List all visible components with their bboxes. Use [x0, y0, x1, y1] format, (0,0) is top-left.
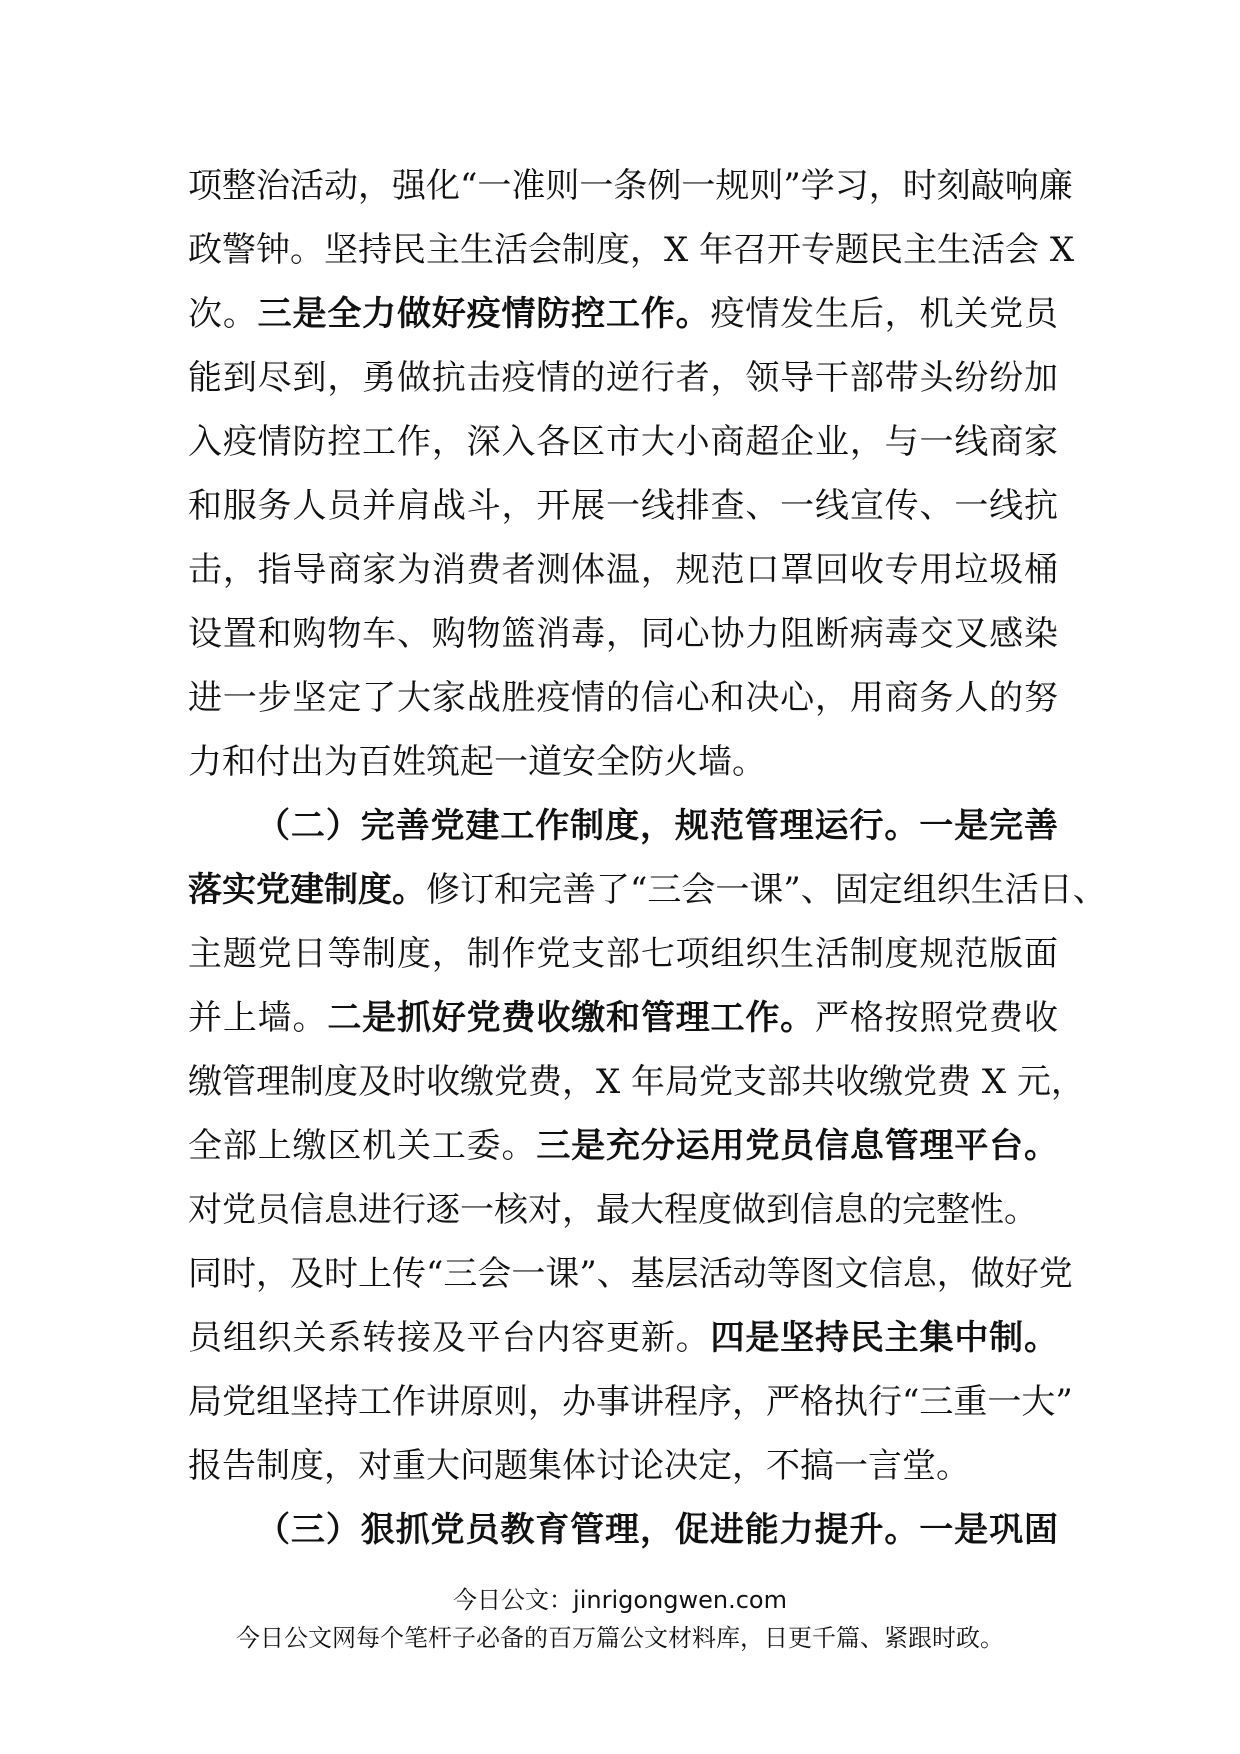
text-segment: 全部上缴区机关工委。: [188, 1126, 537, 1166]
text-segment: 局党组坚持工作讲原则，办事讲程序，严格执行“三重一大”: [188, 1382, 1073, 1422]
text-line: [188, 1498, 1058, 1562]
text-segment: 政警钟。坚持民主生活会制度，X 年召开专题民主生活会 X: [188, 230, 1075, 270]
text-line: [188, 602, 1058, 666]
text-line: [188, 1114, 1058, 1178]
text-line: [188, 538, 1058, 602]
text-segment: 和服务人员并肩战斗，开展一线排查、一线宣传、一线抗: [188, 486, 1058, 526]
text-segment: 项整治活动，强化“一准则一条例一规则”学习，时刻敲响廉: [188, 166, 1073, 206]
text-segment: 员组织关系转接及平台内容更新。: [188, 1318, 711, 1358]
text-line: [188, 218, 1075, 282]
text-line: [188, 346, 1058, 410]
text-line: [188, 730, 1058, 794]
bold-text-segment: 三是全力做好疫情防控工作。: [257, 294, 711, 334]
text-segment: 对党员信息进行逐一核对，最大程度做到信息的完整性。: [188, 1190, 1038, 1230]
text-segment: 同时，及时上传“三会一课”、基层活动等图文信息，做好党: [188, 1254, 1073, 1294]
text-segment: 疫情发生后，机关党员: [710, 294, 1059, 334]
text-line: [188, 1050, 1085, 1114]
text-line: [188, 1242, 1073, 1306]
text-line: [188, 474, 1058, 538]
text-line: [188, 858, 1107, 922]
text-segment: 力和付出为百姓筑起一道安全防火墙。: [188, 742, 766, 782]
text-segment: 主题党日等制度，制作党支部七项组织生活制度规范版面: [188, 934, 1058, 974]
bold-text-segment: （三）狠抓党员教育管理，促进能力提升。一是巩固: [256, 1510, 1058, 1550]
text-line: [188, 1434, 1058, 1498]
footer-source: 今日公文：jinrigongwen.com: [453, 1586, 787, 1614]
text-line: [188, 666, 1058, 730]
body-text: [188, 154, 1107, 1562]
text-segment: 设置和购物车、购物篮消毒，同心协力阻断病毒交叉感染: [188, 614, 1058, 654]
text-segment: 修订和完善了“三会一课”、固定组织生活日、: [426, 870, 1107, 910]
text-segment: 并上墙。: [188, 998, 328, 1038]
text-segment: 报告制度，对重大问题集体讨论决定，不搞一言堂。: [188, 1446, 970, 1486]
text-line: [188, 1370, 1073, 1434]
footer-slogan: 今日公文网每个笔杆子必备的百万篇公文材料库，日更千篇、紧跟时政。: [236, 1624, 1004, 1652]
text-line: [188, 794, 1058, 858]
bold-text-segment: 四是坚持民主集中制。: [710, 1318, 1058, 1358]
text-segment: 能到尽到，勇做抗击疫情的逆行者，领导干部带头纷纷加: [188, 358, 1058, 398]
text-line: [188, 1178, 1058, 1242]
text-line: [188, 154, 1073, 218]
bold-text-segment: 三是充分运用党员信息管理平台。: [536, 1126, 1059, 1166]
text-line: [188, 1306, 1058, 1370]
text-segment: 严格按照党费收: [815, 998, 1059, 1038]
text-segment: 击，指导商家为消费者测体温，规范口罩回收专用垃圾桶: [188, 550, 1058, 590]
text-line: [188, 986, 1058, 1050]
bold-text-segment: （二）完善党建工作制度，规范管理运行。一是完善: [256, 806, 1058, 846]
text-segment: 入疫情防控工作，深入各区市大小商超企业，与一线商家: [188, 422, 1058, 462]
text-segment: 缴管理制度及时收缴党费，X 年局党支部共收缴党费 X 元，: [188, 1062, 1085, 1102]
text-segment: 进一步坚定了大家战胜疫情的信心和决心，用商务人的努: [188, 678, 1058, 718]
text-line: [188, 410, 1058, 474]
bold-text-segment: 二是抓好党费收缴和管理工作。: [327, 998, 816, 1038]
text-line: [188, 282, 1058, 346]
bold-text-segment: 落实党建制度。: [188, 870, 426, 910]
text-line: [188, 922, 1058, 986]
text-segment: 次。: [188, 294, 258, 334]
